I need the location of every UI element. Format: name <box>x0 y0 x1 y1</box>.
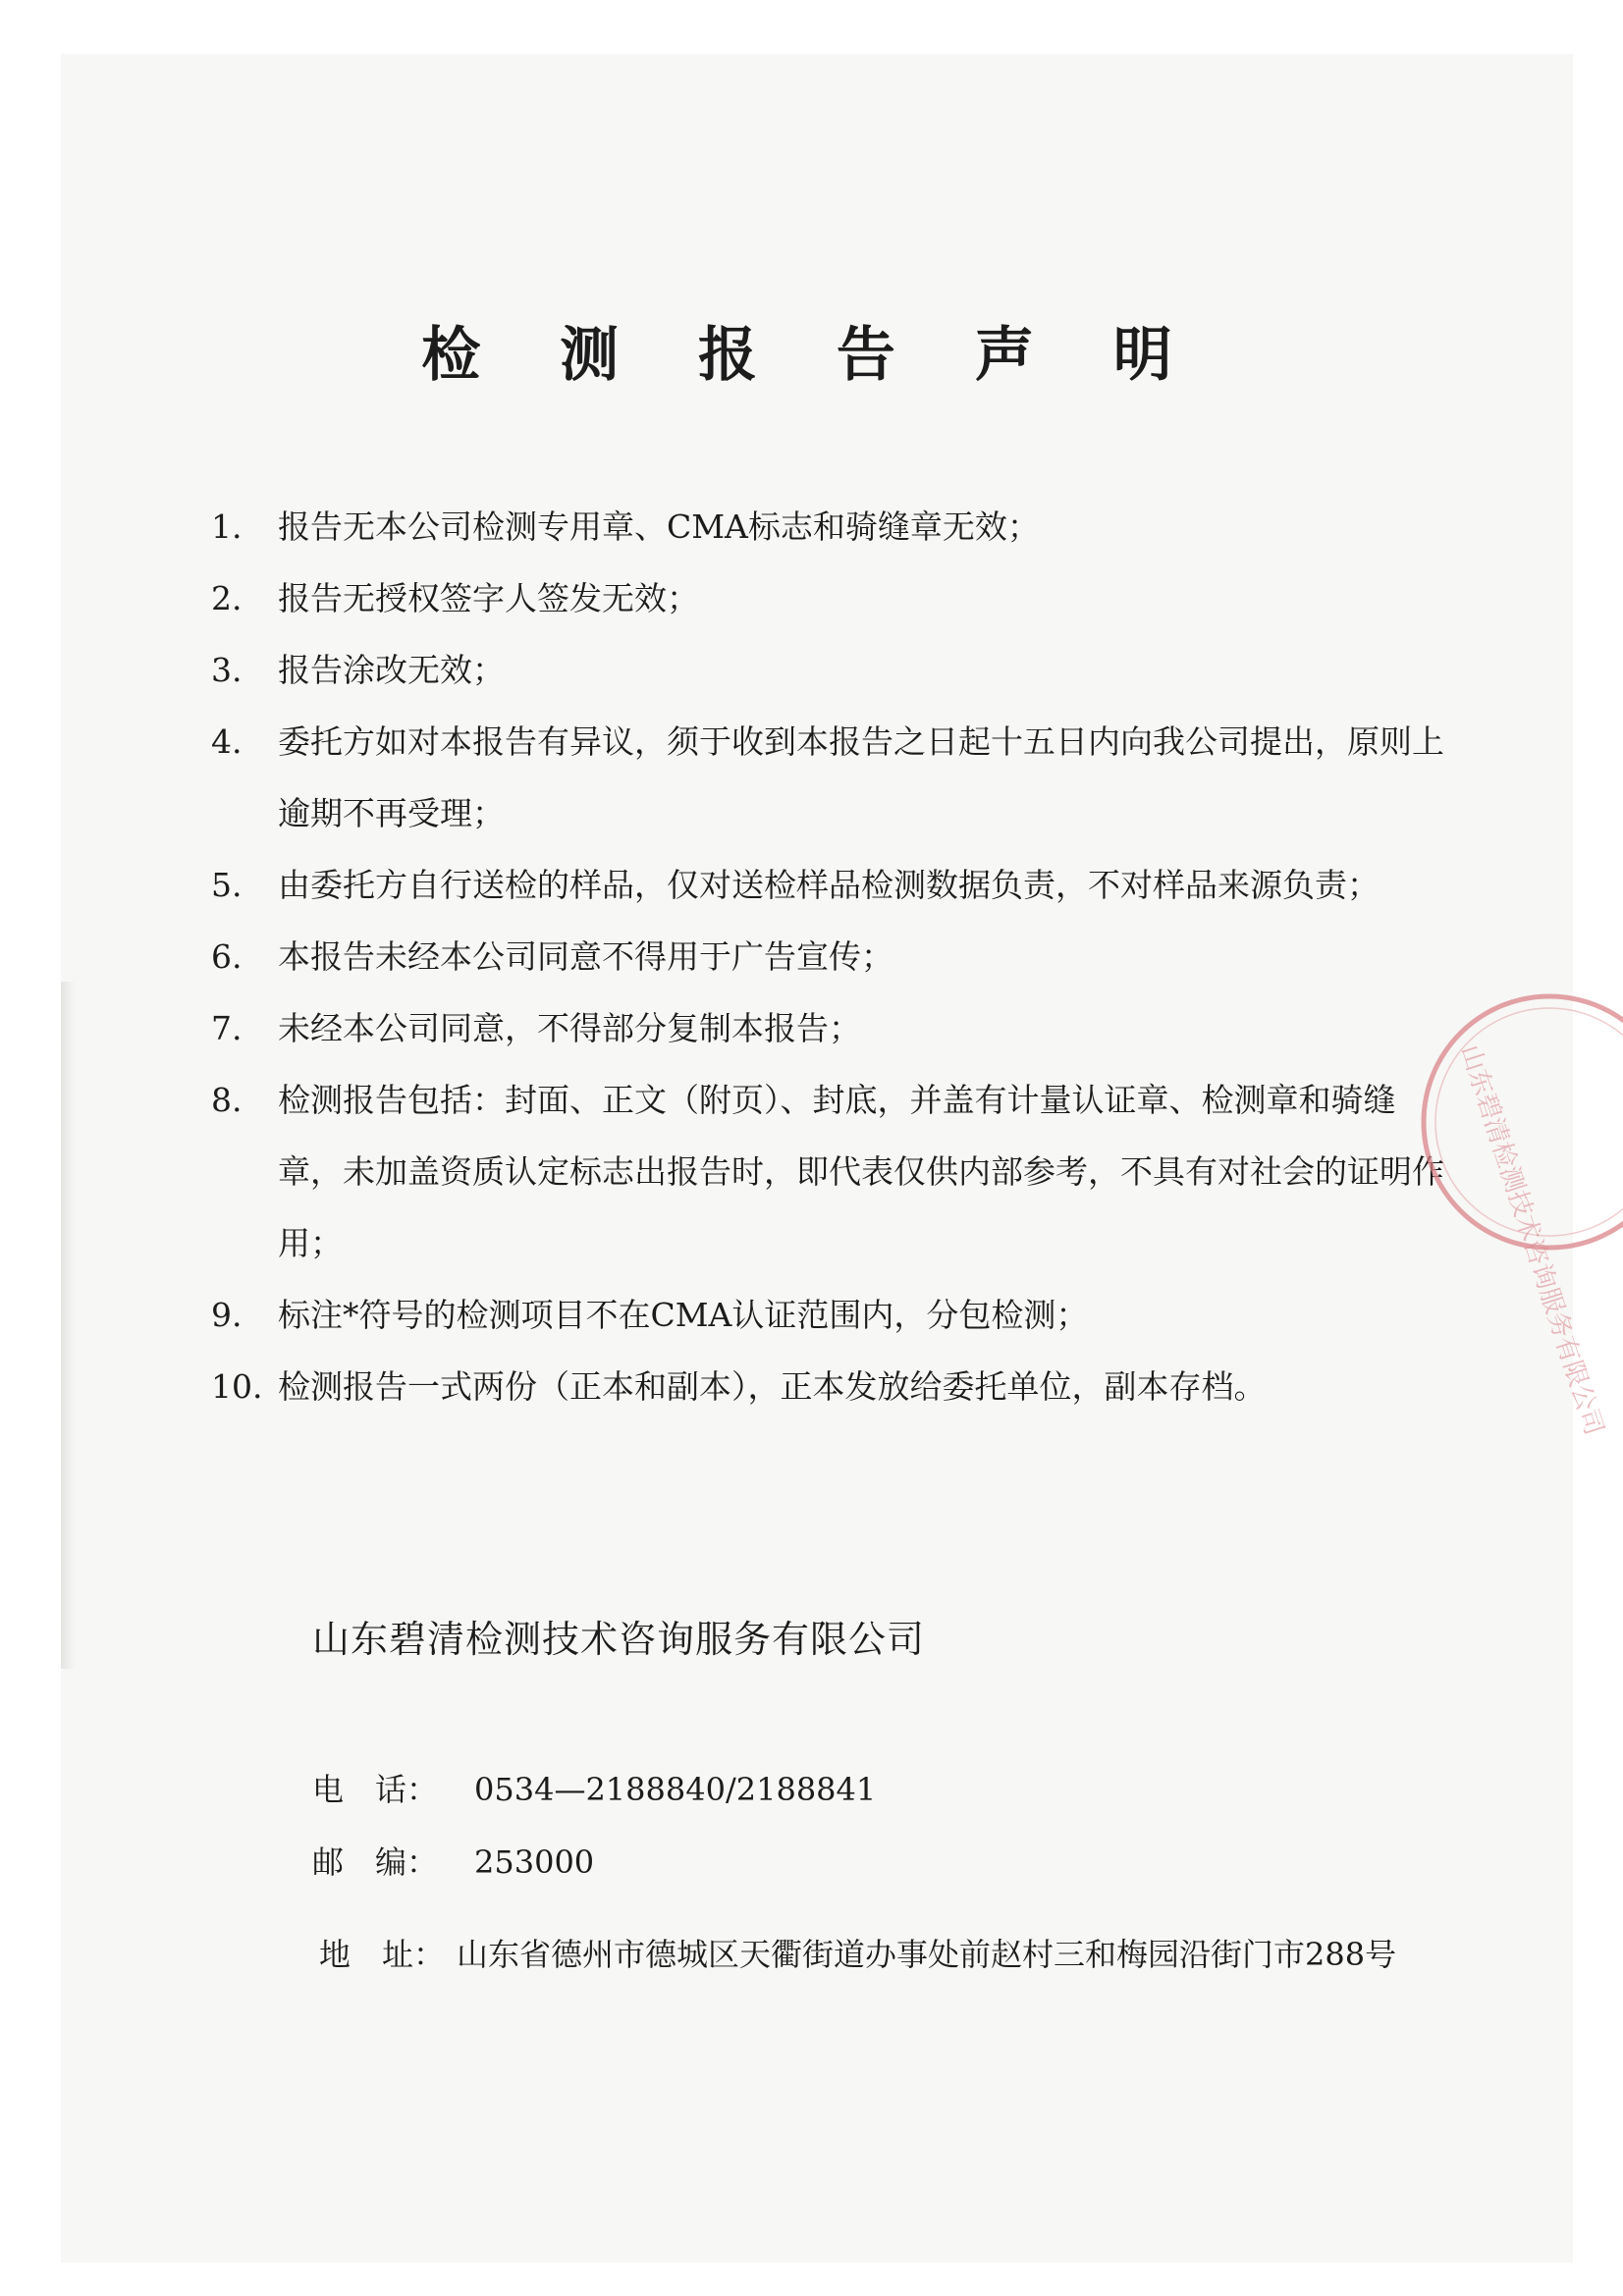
statement-text: 报告无授权签字人签发无效； <box>278 579 699 617</box>
statement-text: 本报告未经本公司同意不得用于广告宣传； <box>278 937 893 976</box>
statement-item <box>211 1064 1448 1279</box>
statement-text: 标注*符号的检测项目不在CMA认证范围内，分包检测； <box>278 1296 1089 1334</box>
postcode-row <box>312 1837 594 1888</box>
statement-number: 3. <box>211 651 243 689</box>
address-row <box>319 1917 1448 1992</box>
phone-row <box>312 1764 876 1815</box>
statement-list <box>211 491 1448 1422</box>
company-name: 山东碧清检测技术咨询服务有限公司 <box>312 1618 926 1661</box>
statement-number: 9. <box>211 1296 243 1334</box>
statement-text: 委托方如对本报告有异议，须于收到本报告之日起十五日内向我公司提出，原则上逾期不再受理； <box>278 722 1444 832</box>
seal-text: 山东碧清检测技术咨询服务有限公司 <box>1454 1041 1609 1439</box>
statement-text: 报告无本公司检测专用章、CMA标志和骑缝章无效； <box>278 507 1040 546</box>
statement-text: 未经本公司同意，不得部分复制本报告； <box>278 1009 861 1047</box>
statement-number: 7. <box>211 1009 243 1047</box>
postcode-label: 邮 编： <box>312 1843 439 1881</box>
statement-number: 2. <box>211 579 243 617</box>
document-title: 检 测 报 告 声 明 <box>421 321 1202 390</box>
statement-number: 6. <box>211 937 243 976</box>
statement-item <box>211 1279 1448 1351</box>
company-seal <box>1343 989 1609 1439</box>
statement-text: 检测报告一式两份（正本和副本），正本发放给委托单位，副本存档。 <box>278 1367 1267 1406</box>
statement-text: 检测报告包括：封面、正文（附页）、封底，并盖有计量认证章、检测章和骑缝章，未加盖资质认定标志出报告时，即代表仅供内部参考，不具有对社会的证明作用； <box>278 1081 1444 1262</box>
statement-number: 10. <box>211 1367 263 1406</box>
phone-value: 0534—2188840/2188841 <box>474 1771 877 1808</box>
statement-item <box>211 562 1448 634</box>
statement-item <box>211 992 1448 1064</box>
address-label: 地 址： <box>319 1936 446 1973</box>
page-shadow <box>61 982 75 1669</box>
statement-number: 4. <box>211 722 243 761</box>
postcode-value: 253000 <box>474 1843 595 1881</box>
statement-item <box>211 849 1448 921</box>
seal-graphic <box>1343 989 1609 1439</box>
statement-text: 由委托方自行送检的样品，仅对送检样品检测数据负责，不对样品来源负责； <box>278 866 1380 904</box>
statement-number: 8. <box>211 1081 243 1119</box>
statement-item <box>211 921 1448 992</box>
statement-number: 1. <box>211 507 243 546</box>
statement-number: 5. <box>211 866 243 904</box>
statement-item <box>211 1351 1448 1422</box>
phone-label: 电 话： <box>312 1771 439 1808</box>
statement-text: 报告涂改无效； <box>278 651 505 689</box>
statement-item <box>211 634 1448 706</box>
statement-item <box>211 706 1448 849</box>
statement-item <box>211 491 1448 562</box>
address-value: 山东省德州市德城区天衢街道办事处前赵村三和梅园沿街门市288号 <box>457 1936 1397 1973</box>
